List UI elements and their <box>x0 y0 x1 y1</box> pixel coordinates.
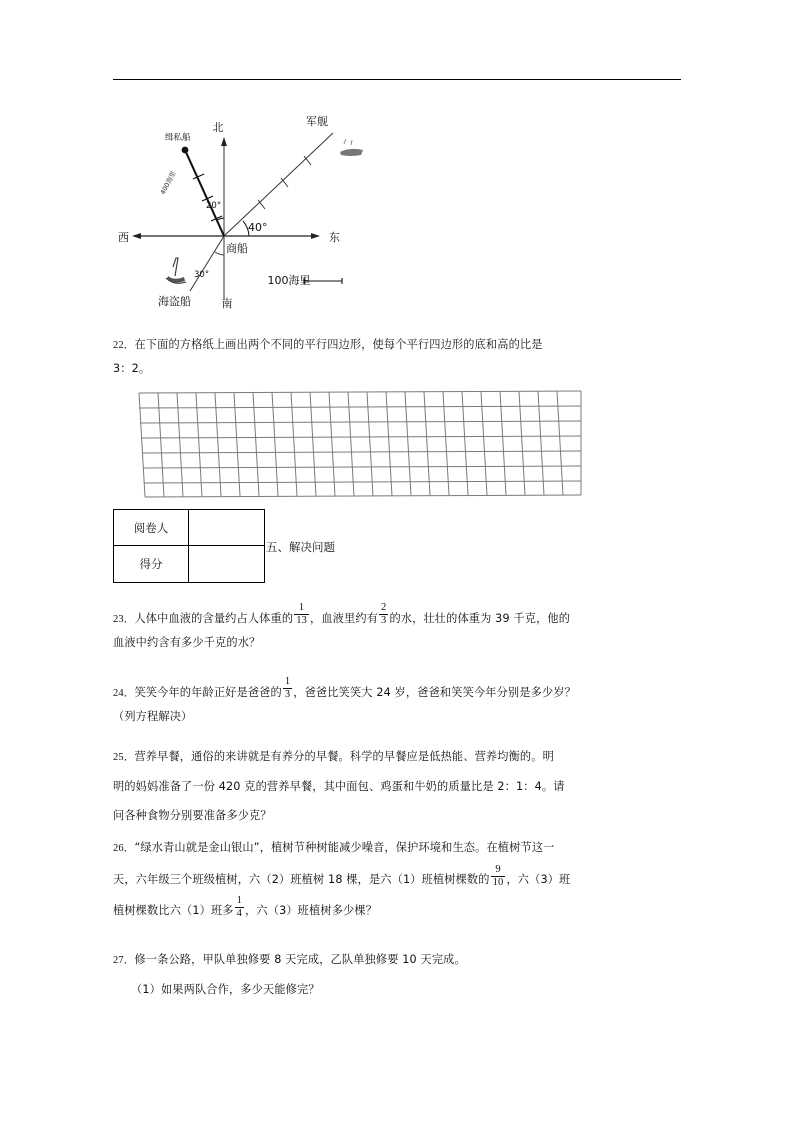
question-22-number: 22． <box>113 340 135 351</box>
navigation-bearing-diagram <box>118 95 408 310</box>
fraction-one-third <box>283 676 292 701</box>
question-24 <box>113 678 693 728</box>
diagram-angle-warship: 40° <box>248 221 268 234</box>
fraction-numerator: 2 <box>381 602 387 614</box>
question-25-number: 25． <box>113 752 135 763</box>
question-27-line-1: 修一条公路，甲队单独修要 8 天完成，乙队单独修要 10 天完成。 <box>134 953 466 966</box>
diagram-label-pirate-ship: 海盗船 <box>158 295 191 308</box>
question-24-number: 24． <box>113 687 135 699</box>
question-23-seg-1: 人体中血液的含量约占人体重的 <box>134 611 294 625</box>
fraction-two-thirds <box>379 602 388 627</box>
diagram-angle-pirate: 30° <box>194 270 210 280</box>
grader-value-blank[interactable] <box>189 510 264 545</box>
score-table <box>113 509 265 583</box>
question-25-line-3: 问各种食物分别要准备多少克？ <box>113 809 272 822</box>
fraction-denominator: 3 <box>381 615 387 627</box>
fraction-numerator: 1 <box>294 602 309 615</box>
question-22-line-1: 在下面的方格纸上画出两个不同的平行四边形，使每个平行四边形的底和高的比是 <box>134 338 543 351</box>
fraction-denominator: 10 <box>492 876 504 888</box>
diagram-label-south: 南 <box>221 297 233 310</box>
question-22 <box>113 333 693 380</box>
page-top-divider <box>113 79 681 80</box>
diagram-label-north: 北 <box>212 121 224 134</box>
fraction-one-quarter <box>235 895 244 920</box>
question-27 <box>113 945 693 1004</box>
fraction-denominator: 3 <box>284 689 291 701</box>
question-23 <box>113 604 693 654</box>
fraction-numerator: 9 <box>491 864 506 877</box>
question-26-line-2-seg-1: 天，六年级三个班级植树，六（2）班植树 18 棵，是六（1）班植树棵数的 <box>113 873 490 886</box>
question-27-line-2: （1）如果两队合作，多少天能修完？ <box>131 983 320 996</box>
question-26-number: 26． <box>113 843 135 854</box>
question-23-seg-2: ，血液里约有 <box>310 611 379 625</box>
question-26-line-1: “绿水青山就是金山银山”，植树节种树能减少噪音，保护环境和生态。在植树节这一 <box>134 841 555 854</box>
question-24-seg-2: ，爸爸比笑笑大 24 岁，爸爸和笑笑今年分别是多少岁？ <box>293 685 576 699</box>
score-table-row-score <box>114 546 264 582</box>
question-24-line-2: （列方程解决） <box>113 709 193 723</box>
fraction-numerator: 1 <box>236 894 243 906</box>
diagram-label-merchant-ship: 商船 <box>226 242 248 255</box>
question-25-line-2: 明的妈妈准备了一份 420 克的营养早餐，其中面包、鸡蛋和牛奶的质量比是 2：1：4。请 <box>113 780 565 793</box>
fraction-one-thirteenth <box>294 602 309 627</box>
diagram-label-distance: 400海里 <box>158 169 178 196</box>
fraction-numerator: 1 <box>284 676 291 688</box>
diagram-label-patrol-ship: 缉私船 <box>165 133 191 143</box>
question-26-line-2-seg-2: ，六（3）班 <box>506 873 571 886</box>
question-22-line-2: 3：2。 <box>113 362 151 375</box>
diagram-label-warship: 军舰 <box>306 115 328 128</box>
question-23-number: 23． <box>113 613 135 625</box>
question-25 <box>113 742 693 830</box>
grid-paper <box>138 390 582 498</box>
fraction-denominator: 4 <box>236 907 243 919</box>
diagram-label-east: 东 <box>329 231 340 244</box>
question-23-line-2: 血液中约含有多少千克的水？ <box>113 635 261 649</box>
question-27-number: 27． <box>113 955 135 966</box>
question-26-line-3-seg-1: 植树棵数比六（1）班多 <box>113 904 234 917</box>
question-25-line-1: 营养早餐，通俗的来讲就是有养分的早餐。科学的早餐应是低热能、营养均衡的。明 <box>134 750 554 763</box>
diagram-label-west: 西 <box>118 231 129 244</box>
question-26-line-3-seg-2: ，六（3）班植树多少棵？ <box>245 904 378 917</box>
question-24-seg-1: 笑笑今年的年龄正好是爸爸的 <box>134 685 282 699</box>
fraction-denominator: 13 <box>296 615 307 627</box>
question-26 <box>113 832 693 926</box>
diagram-label-scale: 100海里 <box>267 274 311 287</box>
section-heading: 五、解决问题 <box>266 540 335 554</box>
grader-label: 阅卷人 <box>114 510 189 545</box>
score-label: 得分 <box>114 546 189 582</box>
diagram-angle-patrol: 20° <box>206 201 222 211</box>
fraction-nine-tenths <box>491 864 506 889</box>
score-table-row-grader <box>114 510 264 546</box>
score-value-blank[interactable] <box>189 546 264 582</box>
question-23-seg-3: 的水，壮壮的体重为 39 千克，他的 <box>389 611 571 625</box>
